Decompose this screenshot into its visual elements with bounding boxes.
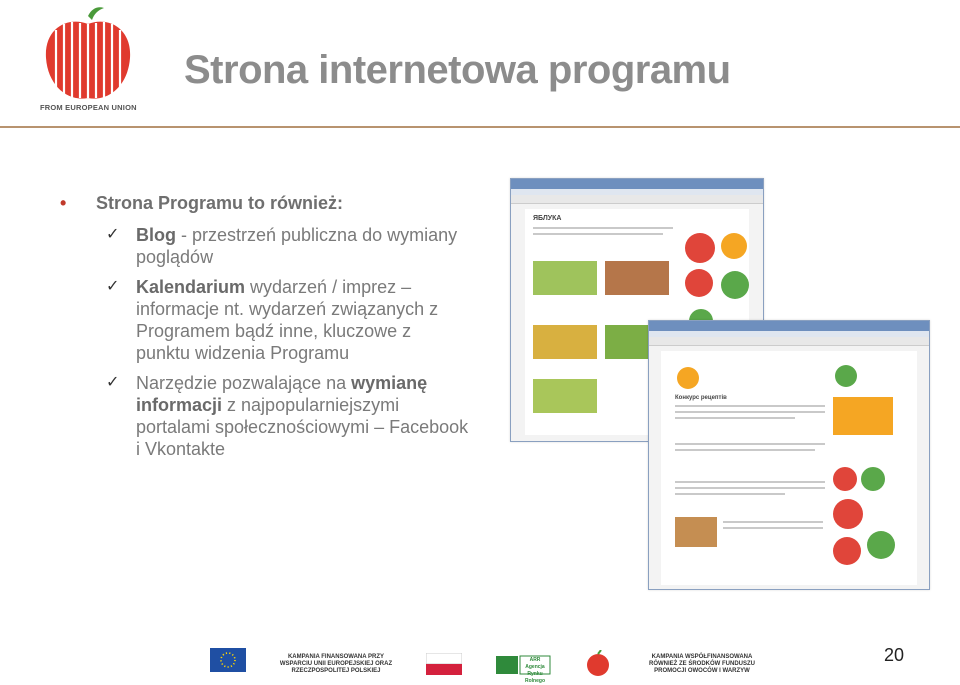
checkmark-icon: ✓ (106, 278, 120, 295)
screenshot-heading: ЯБЛУКА (533, 215, 562, 222)
checkmark-icon: ✓ (106, 374, 120, 391)
from-european-union-logo (38, 6, 138, 118)
footer-fund-text: KAMPANIA WSPÓŁFINANSOWANA RÓWNIEŻ ZE ŚRODKÓW FUNDUSZU PROMOCJI OWOCÓW I WARZYW (649, 654, 755, 674)
item-bold: wymianę informacji (136, 373, 428, 415)
item-text: - przestrzeń publiczna do wymiany poglądów (136, 225, 458, 267)
footer-eu-text: KAMPANIA FINANSOWANA PRZY WSPARCIU UNII EUROPEJSKIEJ ORAZ RZECZPOSPOLITEJ POLSKIEJ (279, 654, 393, 674)
arr-text: ARR Agencja Rynku Rolnego (525, 657, 545, 684)
item-text: z najpopularniejszymi portalami społecznościowymi – Facebook i Vkontakte (136, 395, 469, 459)
polish-flag (426, 653, 462, 683)
list-item-blog (106, 224, 470, 268)
lead-bullet: • Strona Programu to również: (60, 192, 470, 214)
item-bold: Kalendarium (136, 277, 246, 297)
screenshot-heading: Конкурс рецептів (675, 395, 727, 401)
page-title: Strona internetowa programu (184, 48, 731, 92)
website-screenshot-front (648, 320, 930, 590)
eu-flag (210, 648, 246, 678)
item-bold: Blog (136, 225, 176, 245)
apple-logo-icon (38, 6, 138, 106)
apple-small-logo (584, 650, 612, 680)
content-list (60, 192, 470, 468)
item-prefix: Narzędzie pozwalające na (136, 373, 352, 393)
checkmark-icon: ✓ (106, 226, 120, 243)
item-text: wydarzeń / imprez – informacje nt. wydarzeń związanych z Programem bądź inne, kluczowe z punktu widzenia Programu (136, 277, 439, 363)
logo-caption: FROM EUROPEAN UNION (40, 103, 137, 112)
page-number: 20 (884, 645, 905, 665)
title-divider (0, 126, 960, 128)
list-item-calendar (106, 276, 470, 364)
list-item-social (106, 372, 470, 460)
checklist (60, 224, 470, 460)
